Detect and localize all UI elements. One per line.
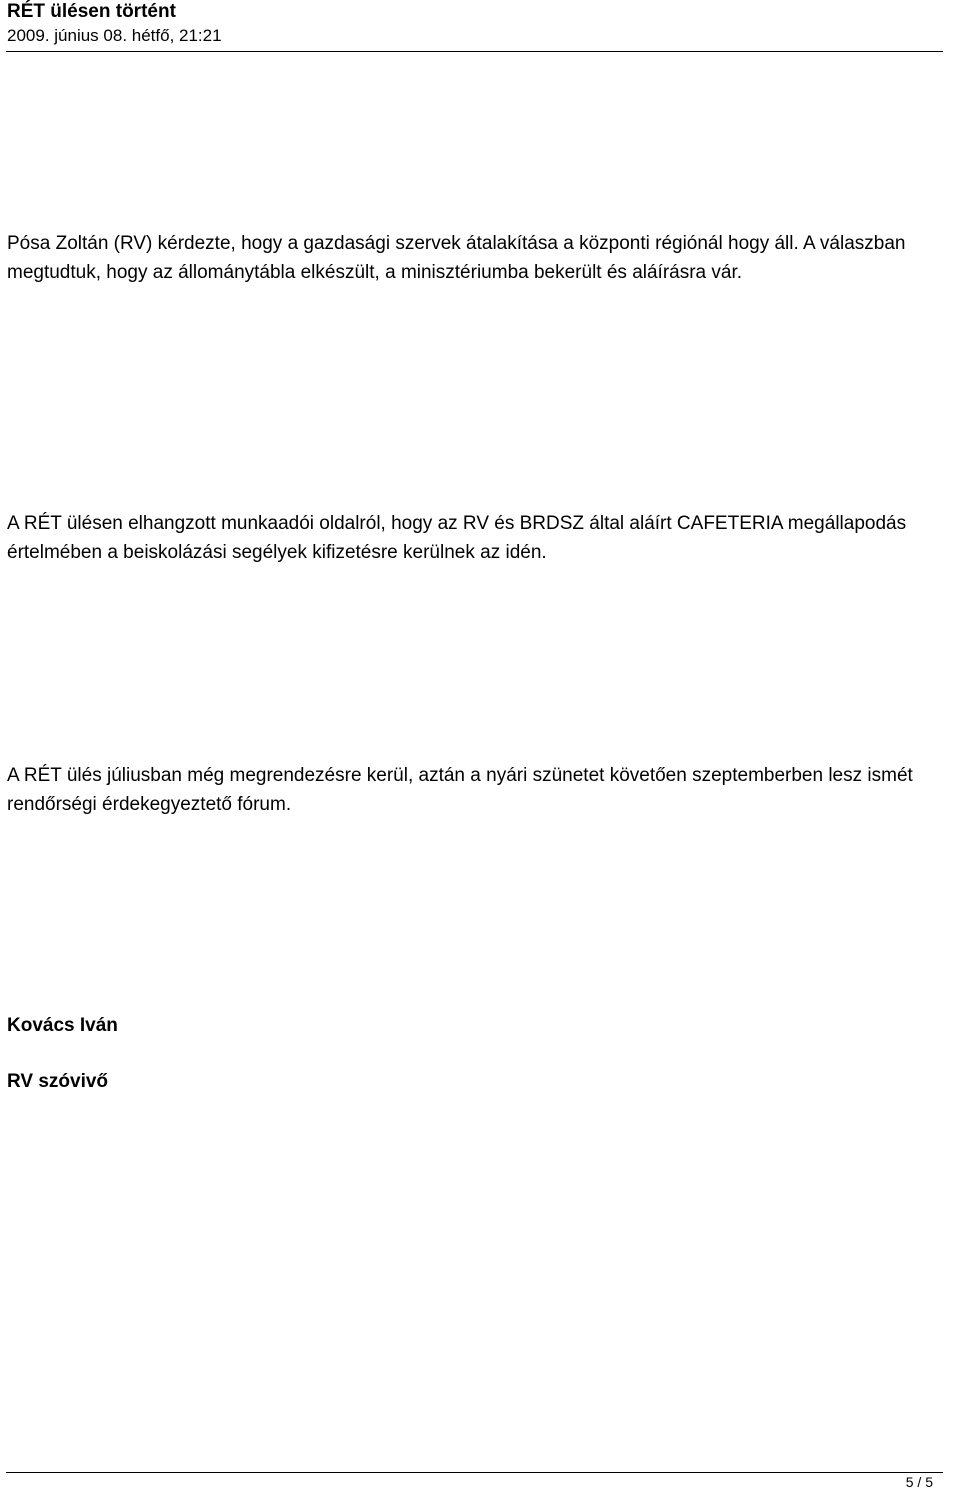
signature-name: Kovács Iván <box>7 1015 118 1036</box>
signature-role: RV szóvivő <box>7 1071 109 1092</box>
article-date: 2009. június 08. hétfő, 21:21 <box>7 26 222 45</box>
paragraph-1: Pósa Zoltán (RV) kérdezte, hogy a gazdasági szervek átalakítása a központi régiónál hogy áll. A válaszban megtudtuk, hogy az állománytábla elkészült, a minisztériumba bekerült és aláírásra vár. <box>7 233 906 283</box>
footer-divider <box>6 1472 943 1473</box>
page-number: 5 / 5 <box>905 1474 933 1490</box>
header-divider <box>6 51 943 52</box>
article-header <box>7 0 947 48</box>
paragraph-3: A RÉT ülés júliusban még megrendezésre kerül, aztán a nyári szünetet követően szeptemberben lesz ismét rendőrségi érdekegyeztető fórum. <box>7 765 913 815</box>
paragraph-2: A RÉT ülésen elhangzott munkaadói oldalról, hogy az RV és BRDSZ által aláírt CAFETERIA megállapodás értelmében a beiskolázási segélyek kifizetésre kerülnek az idén. <box>7 513 907 563</box>
article-title: RÉT ülésen történt <box>7 1 176 22</box>
